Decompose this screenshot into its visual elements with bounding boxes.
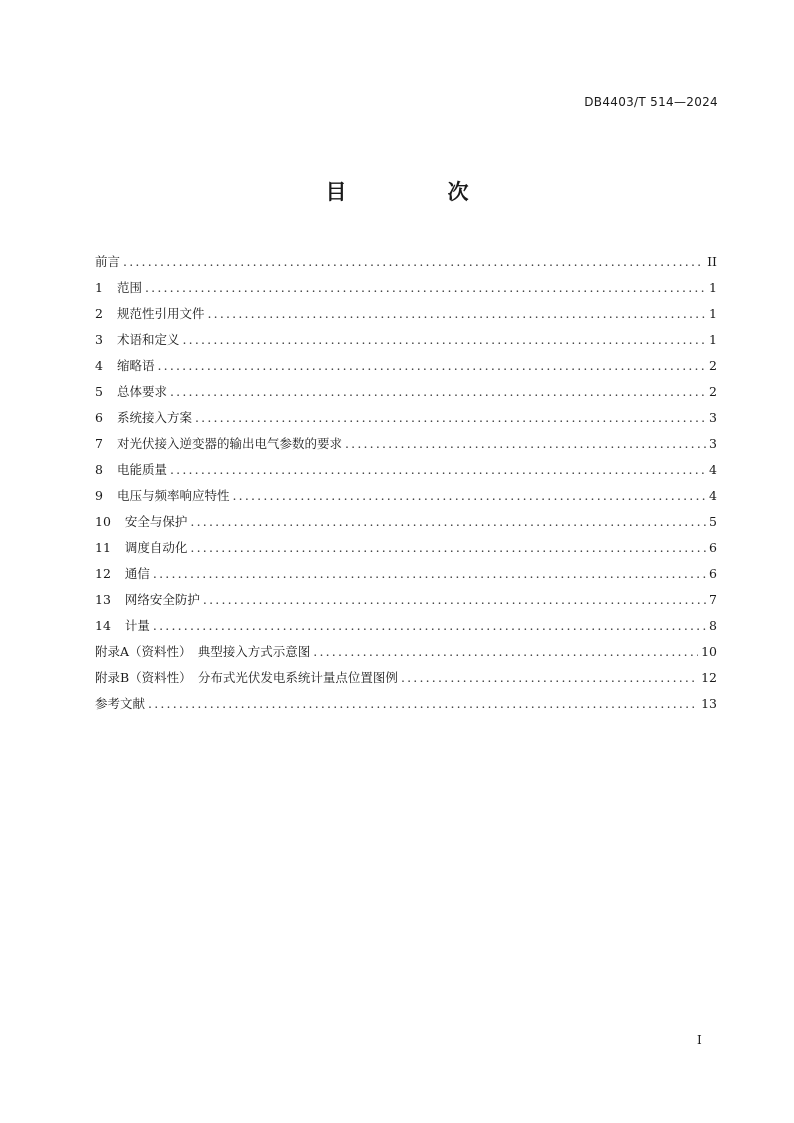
toc-entry-number: 9	[95, 488, 103, 503]
toc-entry-appendix-b[interactable]	[95, 668, 717, 694]
toc-entry-number: 1	[95, 280, 103, 295]
toc-entry-number: 7	[95, 436, 103, 451]
toc-leader-dots	[153, 618, 706, 633]
toc-leader-dots	[148, 696, 698, 711]
toc-entry-number: 6	[95, 410, 103, 425]
toc-entry-page: 1	[709, 280, 717, 295]
toc-entry-label: 范围	[116, 280, 142, 295]
toc-leader-dots	[145, 280, 706, 295]
toc-leader-dots	[345, 436, 706, 451]
page-title: 目 次	[325, 180, 509, 204]
toc-entry-page: 2	[709, 358, 717, 373]
toc-entry-label: 调度自动化	[124, 540, 188, 555]
toc-leader-dots	[190, 514, 706, 529]
toc-leader-dots	[170, 462, 706, 477]
toc-entry-page: 4	[709, 462, 717, 477]
toc-entry-number: 14	[95, 618, 111, 633]
toc-entry-page: 2	[709, 384, 717, 399]
page-number: I	[697, 1033, 702, 1047]
toc-entry-page: 13	[701, 696, 717, 711]
toc-leader-dots	[207, 306, 706, 321]
toc-entry-label: 网络安全防护	[124, 592, 200, 607]
toc-entry-page: 4	[709, 488, 717, 503]
table-of-contents	[95, 252, 717, 720]
toc-entry-page: 8	[709, 618, 717, 633]
toc-entry-page: 12	[701, 670, 717, 685]
toc-entry-number: 13	[95, 592, 111, 607]
document-code: DB4403/T 514—2024	[584, 95, 718, 109]
toc-leader-dots	[182, 332, 706, 347]
toc-entry-page: 7	[709, 592, 717, 607]
toc-entry-page: 1	[709, 306, 717, 321]
toc-entry-number: 3	[95, 332, 103, 347]
toc-entry-1[interactable]	[95, 278, 717, 304]
toc-entry-page: 10	[701, 644, 717, 659]
toc-entry-2[interactable]	[95, 304, 717, 330]
toc-entry-label: 缩略语	[116, 358, 155, 373]
toc-entry-number: 4	[95, 358, 103, 373]
toc-entry-appendix-a[interactable]	[95, 642, 717, 668]
toc-entry-page: II	[707, 254, 717, 269]
toc-entry-9[interactable]	[95, 486, 717, 512]
toc-leader-dots	[153, 566, 706, 581]
toc-entry-number: 10	[95, 514, 111, 529]
toc-entry-number: 8	[95, 462, 103, 477]
toc-entry-label: 电能质量	[116, 462, 167, 477]
toc-leader-dots	[123, 254, 704, 269]
toc-entry-number: 12	[95, 566, 111, 581]
toc-entry-12[interactable]	[95, 564, 717, 590]
toc-leader-dots	[170, 384, 706, 399]
toc-entry-label: 附录A（资料性） 典型接入方式示意图	[95, 644, 311, 659]
toc-entry-page: 3	[709, 410, 717, 425]
toc-leader-dots	[157, 358, 706, 373]
toc-entry-label: 参考文献	[95, 696, 146, 711]
toc-entry-label: 规范性引用文件	[116, 306, 205, 321]
toc-entry-5[interactable]	[95, 382, 717, 408]
toc-entry-3[interactable]	[95, 330, 717, 356]
toc-leader-dots	[313, 644, 698, 659]
toc-entry-13[interactable]	[95, 590, 717, 616]
toc-entry-label: 总体要求	[116, 384, 167, 399]
toc-leader-dots	[232, 488, 706, 503]
toc-leader-dots	[401, 670, 698, 685]
toc-entry-page: 6	[709, 540, 717, 555]
toc-leader-dots	[203, 592, 706, 607]
toc-entry-foreword[interactable]	[95, 252, 717, 278]
toc-entry-references[interactable]	[95, 694, 717, 720]
toc-entry-label: 系统接入方案	[116, 410, 192, 425]
toc-entry-6[interactable]	[95, 408, 717, 434]
toc-entry-label: 对光伏接入逆变器的输出电气参数的要求	[116, 436, 342, 451]
toc-entry-label: 安全与保护	[124, 514, 188, 529]
toc-entry-page: 6	[709, 566, 717, 581]
toc-entry-number: 5	[95, 384, 103, 399]
toc-entry-page: 5	[709, 514, 717, 529]
toc-entry-page: 3	[709, 436, 717, 451]
toc-entry-label: 计量	[124, 618, 150, 633]
toc-leader-dots	[195, 410, 706, 425]
toc-entry-number: 2	[95, 306, 103, 321]
toc-entry-page: 1	[709, 332, 717, 347]
toc-entry-7[interactable]	[95, 434, 717, 460]
toc-entry-label: 前言	[95, 254, 121, 269]
toc-leader-dots	[190, 540, 706, 555]
toc-entry-label: 附录B（资料性） 分布式光伏发电系统计量点位置图例	[95, 670, 398, 685]
toc-entry-10[interactable]	[95, 512, 717, 538]
toc-entry-label: 通信	[124, 566, 150, 581]
toc-entry-label: 电压与频率响应特性	[116, 488, 230, 503]
toc-entry-8[interactable]	[95, 460, 717, 486]
toc-entry-11[interactable]	[95, 538, 717, 564]
toc-entry-4[interactable]	[95, 356, 717, 382]
toc-entry-label: 术语和定义	[116, 332, 180, 347]
toc-entry-14[interactable]	[95, 616, 717, 642]
toc-entry-number: 11	[95, 540, 111, 555]
